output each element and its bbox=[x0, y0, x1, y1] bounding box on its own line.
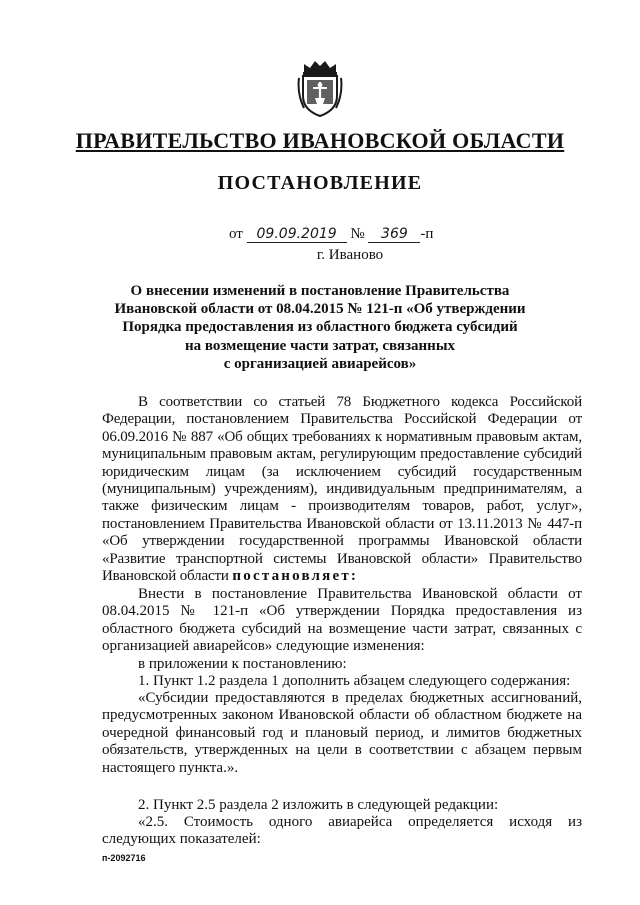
item-2-paragraph: 2. Пункт 2.5 раздела 2 изложить в следующей редакции: bbox=[138, 797, 499, 813]
resolves-keyword: постановляет: bbox=[232, 568, 359, 585]
subject-line: с организацией авиарейсов» bbox=[223, 355, 417, 372]
coat-of-arms-icon bbox=[296, 58, 344, 118]
quoted-paragraph: «Субсидии предоставляются в пределах бюджетных ассигнований, предусмотренных законом Ивановской области об областном бюджете на очередной финансовый год и плановый период, и лимитов бюджетных обязательств, утвержденных на цели в соответствии с абзацем первым настоящего пункта.». bbox=[102, 690, 582, 776]
footer-code: п-2092716 bbox=[102, 853, 146, 863]
subject-line: О внесении изменений в постановление Правительства bbox=[130, 283, 510, 299]
preamble-text: В соответствии со статьей 78 Бюджетного кодекса Российской Федерации, постановлением Правительства Российской Федерации от 06.09.2016 № 887 «Об общих требованиях к нормативным правовым актам, муниципальным правовым актам, регулирующим предоставление субсидий юридическим лицам (за исключением субсидий государственным (муниципальным) учреждениям), индивидуальным предпринимателям, а также физическим лицам - производителям товаров, работ, услуг», постановлением Правительства Ивановской области от 13.11.2013 № 447-п «Об утверждении государственной программы Ивановской области «Развитие транспортной системы Ивановской области» Правительство Ивановской области bbox=[102, 394, 582, 585]
amendment-paragraph: Внести в постановление Правительства Ивановской области от 08.04.2015 № 121-п «Об утверждении Порядка предоставления из областного бюджета субсидий на возмещение части затрат, связанных с организацией авиарейсов» следующие изменения: bbox=[102, 586, 582, 655]
document-date: 09.09.2019 bbox=[247, 226, 347, 243]
preamble-paragraph bbox=[102, 394, 582, 585]
document-type: ПОСТАНОВЛЕНИЕ bbox=[217, 172, 423, 194]
subject-line: Ивановской области от 08.04.2015 № 121-п «Об утверждении bbox=[114, 301, 526, 318]
city bbox=[0, 247, 640, 264]
appendix-paragraph: в приложении к постановлению: bbox=[138, 656, 347, 672]
subject-heading bbox=[0, 282, 640, 373]
clause-2-5-paragraph: «2.5. Стоимость одного авиарейса определяется исходя из следующих показателей: bbox=[102, 814, 582, 848]
city-label: г. Иваново bbox=[316, 247, 384, 263]
number-suffix: -п bbox=[420, 226, 434, 242]
document-number: 369 bbox=[368, 226, 420, 243]
item-1-paragraph: 1. Пункт 1.2 раздела 1 дополнить абзацем следующего содержания: bbox=[138, 673, 571, 689]
date-prefix: от bbox=[229, 226, 243, 242]
org-title: ПРАВИТЕЛЬСТВО ИВАНОВСКОЙ ОБЛАСТИ bbox=[75, 128, 565, 153]
number-sign: № bbox=[350, 226, 365, 242]
subject-line: Порядка предоставления из областного бюджета субсидий bbox=[122, 319, 518, 336]
subject-line: на возмещение части затрат, связанных bbox=[184, 337, 456, 354]
dateline bbox=[229, 226, 433, 243]
